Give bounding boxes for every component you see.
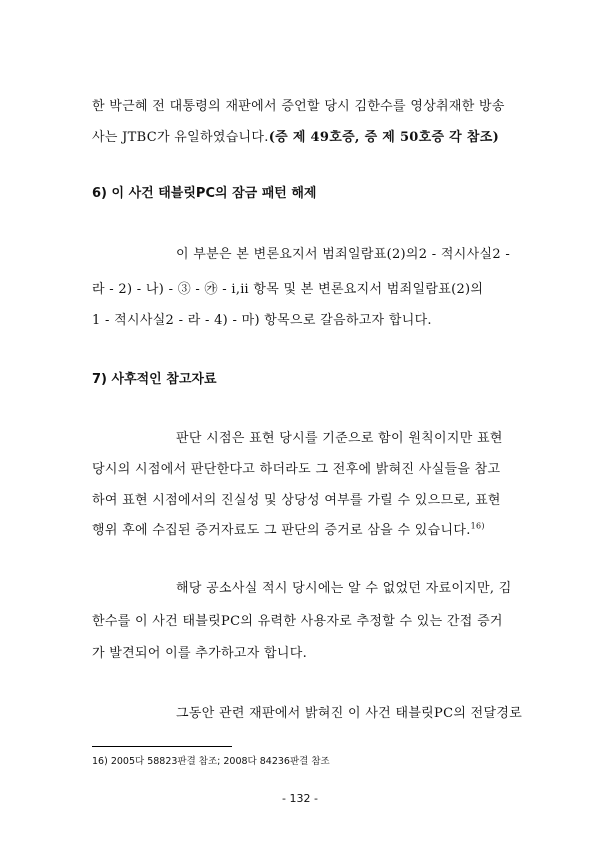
body-text-plain: 행위 후에 수집된 증거자료도 그 판단의 증거로 삼을 수 있습니다. <box>92 523 471 538</box>
body-text-line: 하여 표현 시점에서의 진실성 및 상당성 여부를 가릴 수 있으므로, 표현 <box>92 493 501 508</box>
body-text-line: 라 - 2) - 나) - ③ - ㉮ - ⅰ,ⅱ 항목 및 본 변론요지서 범죄일람표(2)의 <box>92 282 484 297</box>
page-number: - 132 - <box>282 792 318 805</box>
body-text-line: 그동안 관련 재판에서 밝혀진 이 사건 태블릿PC의 전달경로 <box>176 706 523 721</box>
body-text-line: 해당 공소사실 적시 당시에는 알 수 없었던 자료이지만, 김 <box>176 581 512 596</box>
section-heading-6: 6) 이 사건 태블릿PC의 잠금 패턴 해제 <box>92 186 317 201</box>
body-text-line <box>92 523 485 539</box>
body-text-line: 1 - 적시사실2 - 라 - 4) - 마) 항목으로 갈음하고자 합니다. <box>92 313 432 328</box>
body-text-line: 한수를 이 사건 태블릿PC의 유력한 사용자로 추정할 수 있는 간접 증거 <box>92 614 503 629</box>
body-text-line <box>92 130 499 146</box>
evidence-reference: (증 제 49호증, 증 제 50호증 각 참조) <box>268 130 500 145</box>
body-text-line: 가 발견되어 이를 추가하고자 합니다. <box>92 646 308 661</box>
body-text-line: 한 박근혜 전 대통령의 재판에서 증언할 당시 김한수를 영상취재한 방송 <box>92 99 505 114</box>
body-text-line: 당시의 시점에서 판단한다고 하더라도 그 전후에 밝혀진 사실들을 참고 <box>92 462 501 477</box>
body-text-plain: 사는 JTBC가 유일하였습니다. <box>92 130 269 145</box>
body-text-line: 판단 시점은 표현 당시를 기준으로 함이 원칙이지만 표현 <box>176 431 503 446</box>
body-text-line: 이 부분은 본 변론요지서 범죄일람표(2)의2 - 적시사실2 - <box>176 247 511 262</box>
section-heading-7: 7) 사후적인 참고자료 <box>92 372 217 387</box>
footnote: 16) 2005다 58823판결 참조; 2008다 84236판결 참조 <box>92 756 330 767</box>
footnote-reference: 16) <box>470 521 485 531</box>
footnote-divider <box>92 746 232 747</box>
